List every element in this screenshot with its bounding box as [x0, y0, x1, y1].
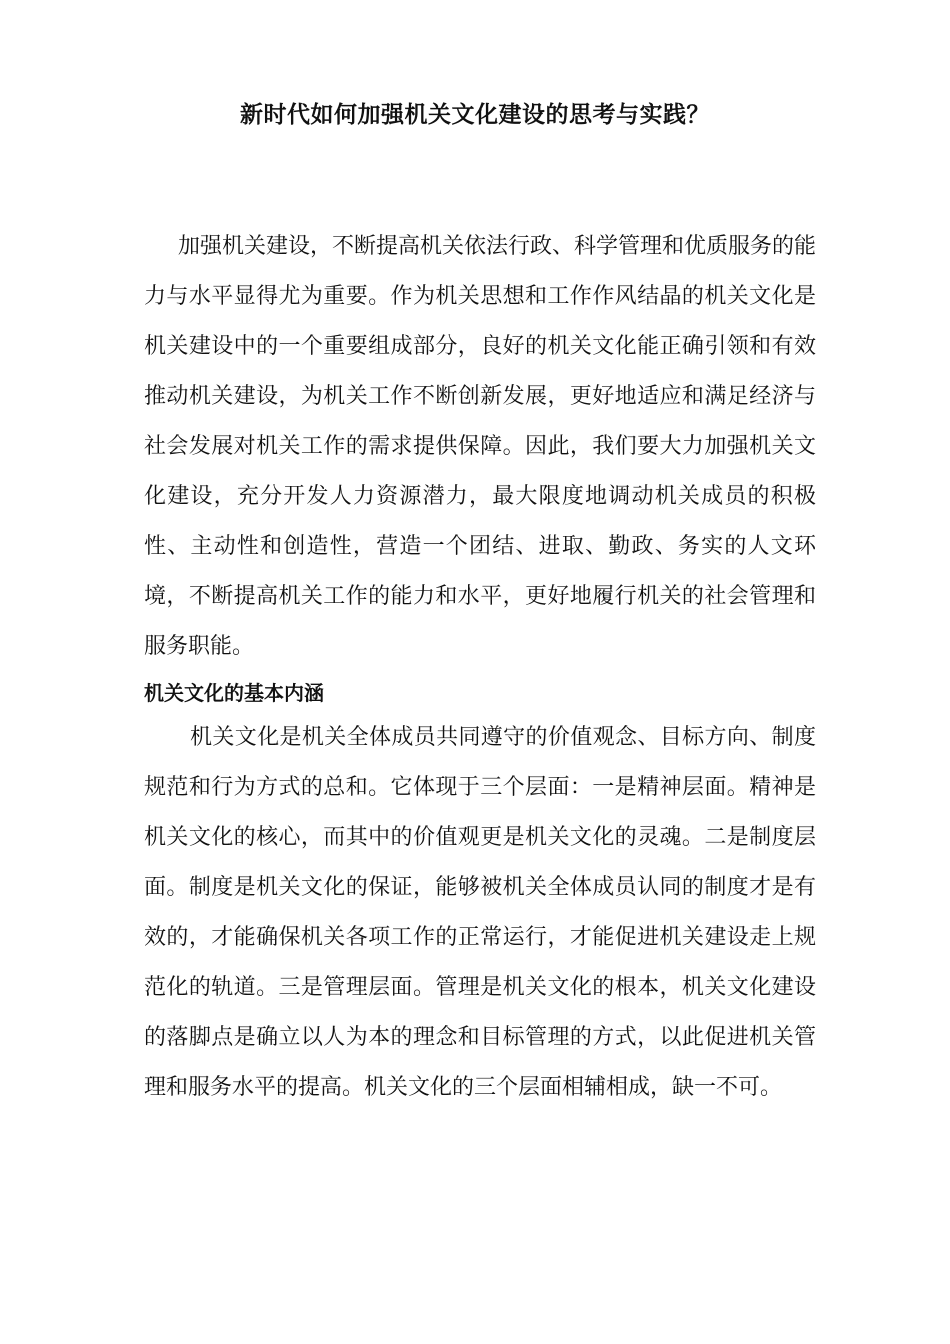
section-heading: 机关文化的基本内涵	[144, 681, 324, 705]
section-paragraph: 机关文化是机关全体成员共同遵守的价值观念、目标方向、制度规范和行为方式的总和。它体现于三个层面：一是精神层面。精神是机关文化的核心，而其中的价值观更是机关文化的灵魂。二是制度层面。制度是机关文化的保证，能够被机关全体成员认同的制度才是有效的，才能确保机关各项工作的正常运行，才能促进机关建设走上规范化的轨道。三是管理层面。管理是机关文化的根本，机关文化建设的落脚点是确立以人为本的理念和目标管理的方式，以此促进机关管理和服务水平的提高。机关文化的三个层面相辅相成，缺一不可。	[144, 725, 816, 1100]
document-title: 新时代如何加强机关文化建设的思考与实践？	[240, 101, 710, 128]
intro-paragraph: 加强机关建设，不断提高机关依法行政、科学管理和优质服务的能力与水平显得尤为重要。作为机关思想和工作作风结晶的机关文化是机关建设中的一个重要组成部分，良好的机关文化能正确引领和有效推动机关建设，为机关工作不断创新发展，更好地适应和满足经济与社会发展对机关工作的需求提供保障。因此，我们要大力加强机关文化建设，充分开发人力资源潜力，最大限度地调动机关成员的积极性、主动性和创造性，营造一个团结、进取、勤政、务实的人文环境，不断提高机关工作的能力和水平，更好地履行机关的社会管理和服务职能。	[144, 234, 817, 659]
